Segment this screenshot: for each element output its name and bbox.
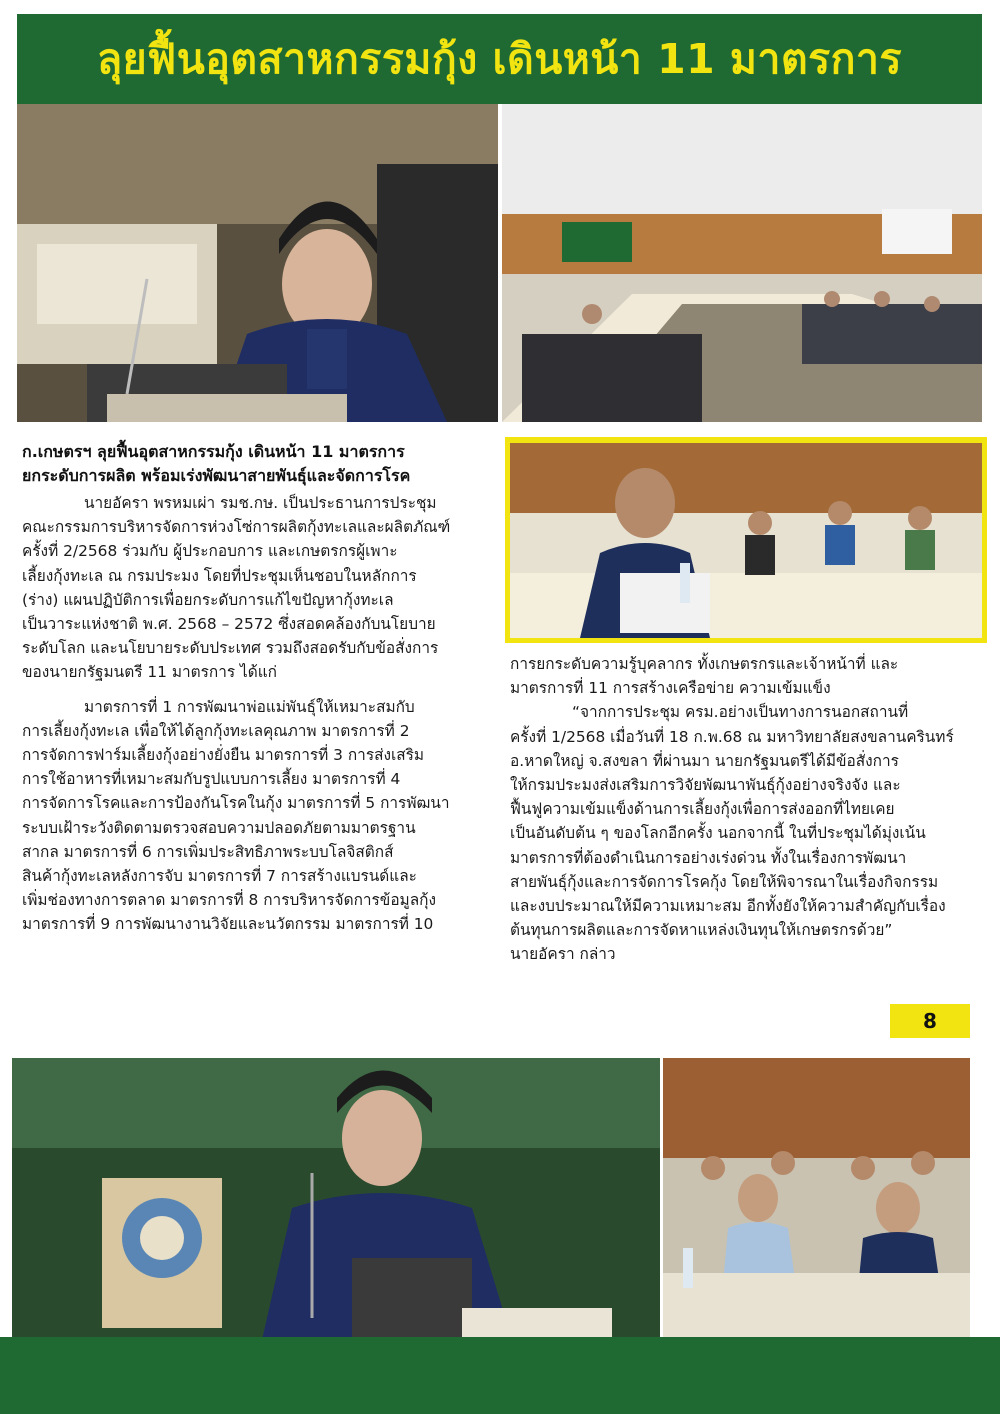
article-left-column (22, 491, 502, 937)
body-text-line: มาตรการที่ 11 การสร้างเครือข่าย ความเข้มแข็ง (510, 679, 831, 698)
body-text-line: คณะกรรมการบริหารจัดการห่วงโซ่การผลิตกุ้งทะเลและผลิตภัณฑ์ (22, 518, 451, 537)
body-text-line: การใช้อาหารที่เหมาะสมกับรูปแบบการเลี้ยง มาตรการที่ 4 (22, 770, 401, 789)
photo-official-speaking (510, 443, 982, 638)
body-text-line: อ.หาดใหญ่ จ.สงขลา ที่ผ่านมา นายกรัฐมนตรีได้มีข้อสั่งการ (510, 751, 899, 770)
body-text-line: เป็นวาระแห่งชาติ พ.ศ. 2568 – 2572 ซึ่งสอดคล้องกับนโยบาย (22, 615, 436, 634)
body-text-line: สากล มาตรการที่ 6 การเพิ่มประสิทธิภาพระบบโลจิสติกส์ (22, 842, 394, 861)
body-text-line: มาตรการที่ต้องดำเนินการอย่างเร่งด่วน ทั้งในเรื่องการพัฒนา (510, 848, 907, 867)
body-text-line: และงบประมาณให้มีความเหมาะสม อีกทั้งยังให้ความสำคัญกับเรื่อง (510, 897, 946, 916)
page-title: ลุยฟื้นอุตสาหกรรมกุ้ง เดินหน้า 11 มาตรการ (97, 34, 902, 83)
photo-participants (663, 1058, 970, 1340)
photo-meeting-room (502, 104, 982, 422)
body-text-line: ของนายกรัฐมนตรี 11 มาตรการ ได้แก่ (22, 663, 277, 682)
body-text-line: ต้นทุนการผลิตและการจัดหาแหล่งเงินทุนให้เกษตรกรด้วย” (510, 921, 893, 940)
headline-line: ยกระดับการผลิต พร้อมเร่งพัฒนาสายพันธุ์และจัดการโรค (22, 466, 411, 485)
body-text-line: มาตรการที่ 9 การพัฒนางานวิจัยและนวัตกรรม มาตรการที่ 10 (22, 915, 434, 934)
body-text-line: ครั้งที่ 2/2568 ร่วมกับ ผู้ประกอบการ และเกษตรกรผู้เพาะ (22, 542, 398, 561)
body-text-line: เพิ่มช่องทางการตลาด มาตรการที่ 8 การบริหารจัดการข้อมูลกุ้ง (22, 891, 436, 910)
body-text-line: การจัดการฟาร์มเลี้ยงกุ้งอย่างยั่งยืน มาตรการที่ 3 การส่งเสริม (22, 746, 425, 765)
body-text-line: การยกระดับความรู้บุคลากร ทั้งเกษตรกรและเจ้าหน้าที่ และ (510, 655, 899, 673)
page-number: 8 (890, 1004, 970, 1038)
body-text-line: สายพันธุ์กุ้งและการจัดการโรคกุ้ง โดยให้พิจารณาในเรื่องกิจกรรม (510, 872, 939, 891)
body-text-line: เป็นอันดับต้น ๆ ของโลกอีกครั้ง นอกจากนี้ ในที่ประชุมได้มุ่งเน้น (510, 824, 926, 843)
photo-speaker-top (17, 104, 498, 422)
footer-bar (0, 1337, 1000, 1414)
body-text-line: ฟื้นฟูความเข้มแข็งด้านการเลี้ยงกุ้งเพื่อการส่งออกที่ไทยเคย (510, 800, 895, 819)
body-text-line: ระดับโลก และนโยบายระดับประเทศ รวมถึงสอดรับกับข้อสั่งการ (22, 639, 439, 658)
body-text-line: ให้กรมประมงส่งเสริมการวิจัยพัฒนาพันธุ์กุ้งอย่างจริงจัง และ (510, 776, 901, 795)
body-text-line: นายอัครา พรหมเผ่า รมช.กษ. เป็นประธานการประชุม (84, 494, 437, 512)
headline-line: ก.เกษตรฯ ลุยฟื้นอุตสาหกรรมกุ้ง เดินหน้า 11 มาตรการ (22, 442, 405, 461)
photo-speaker-bottom (12, 1058, 660, 1340)
body-text-line: ครั้งที่ 1/2568 เมื่อวันที่ 18 ก.พ.68 ณ มหาวิทยาลัยสงขลานครินทร์ (510, 727, 954, 746)
body-text-line: การเลี้ยงกุ้งทะเล เพื่อให้ได้ลูกกุ้งทะเลคุณภาพ มาตรการที่ 2 (22, 721, 410, 740)
article-headline (22, 440, 502, 488)
title-banner (17, 14, 982, 104)
body-text-line: สินค้ากุ้งทะเลหลังการจับ มาตรการที่ 7 การสร้างแบรนด์และ (22, 867, 417, 886)
article-right-column (510, 652, 988, 967)
body-text-line: “จากการประชุม ครม.อย่างเป็นทางการนอกสถานที่ (572, 703, 909, 722)
body-text-line: มาตรการที่ 1 การพัฒนาพ่อแม่พันธุ์ให้เหมาะสมกับ (84, 697, 415, 716)
body-text-line: การจัดการโรคและการป้องกันโรคในกุ้ง มาตรการที่ 5 การพัฒนา (22, 794, 450, 813)
body-text-line: (ร่าง) แผนปฏิบัติการเพื่อยกระดับการแก้ไขปัญหากุ้งทะเล (22, 590, 394, 609)
body-text-line: ระบบเฝ้าระวังติดตามตรวจสอบความปลอดภัยตามมาตรฐาน (22, 818, 416, 837)
body-text-line: เลี้ยงกุ้งทะเล ณ กรมประมง โดยที่ประชุมเห็นชอบในหลักการ (22, 566, 417, 585)
body-text-line: นายอัครา กล่าว (510, 945, 616, 964)
